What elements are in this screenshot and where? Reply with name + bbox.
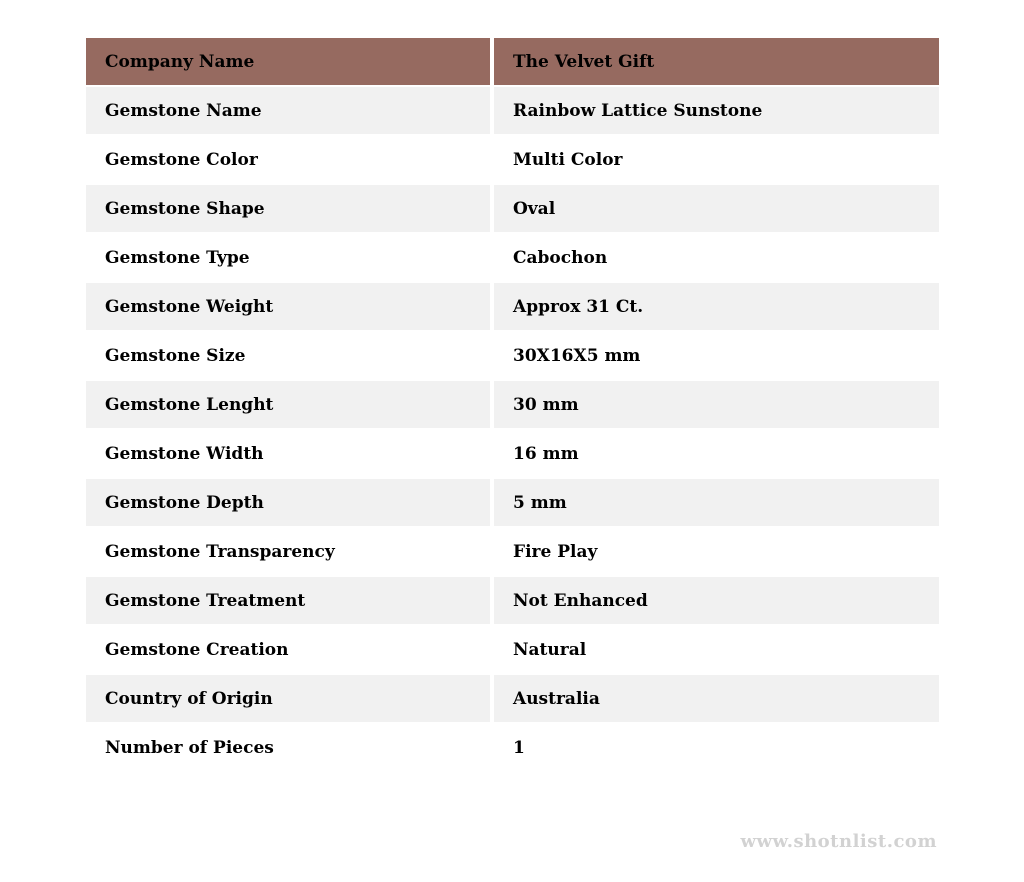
row-label-cell: Gemstone Size <box>86 332 494 381</box>
row-value-cell: Natural <box>494 626 939 675</box>
row-value-cell: 30 mm <box>494 381 939 430</box>
table-header-row <box>86 38 939 87</box>
table-row <box>86 332 939 381</box>
table-row <box>86 626 939 675</box>
row-label-cell: Gemstone Shape <box>86 185 494 234</box>
table-row <box>86 185 939 234</box>
table-row <box>86 381 939 430</box>
table-body <box>86 87 939 773</box>
row-label-cell: Gemstone Type <box>86 234 494 283</box>
row-value-cell: Australia <box>494 675 939 724</box>
row-label-cell: Number of Pieces <box>86 724 494 773</box>
row-label-cell: Gemstone Treatment <box>86 577 494 626</box>
row-label-cell: Gemstone Lenght <box>86 381 494 430</box>
row-value-cell: Approx 31 Ct. <box>494 283 939 332</box>
table-row <box>86 577 939 626</box>
row-value-cell: Oval <box>494 185 939 234</box>
row-label-cell: Gemstone Width <box>86 430 494 479</box>
table-row <box>86 724 939 773</box>
table-row <box>86 234 939 283</box>
row-value-cell: Cabochon <box>494 234 939 283</box>
table-row <box>86 675 939 724</box>
row-value-cell: 30X16X5 mm <box>494 332 939 381</box>
row-label-cell: Gemstone Transparency <box>86 528 494 577</box>
row-label-cell: Country of Origin <box>86 675 494 724</box>
row-value-cell: Not Enhanced <box>494 577 939 626</box>
row-value-cell: Fire Play <box>494 528 939 577</box>
row-value-cell: Multi Color <box>494 136 939 185</box>
table-row <box>86 283 939 332</box>
row-value-cell: 1 <box>494 724 939 773</box>
header-value-cell: The Velvet Gift <box>494 38 939 87</box>
row-label-cell: Gemstone Name <box>86 87 494 136</box>
table-row <box>86 479 939 528</box>
table-row <box>86 136 939 185</box>
gemstone-details-table <box>86 38 939 773</box>
table-row <box>86 528 939 577</box>
row-label-cell: Gemstone Weight <box>86 283 494 332</box>
table-row <box>86 87 939 136</box>
row-value-cell: 16 mm <box>494 430 939 479</box>
row-label-cell: Gemstone Color <box>86 136 494 185</box>
table-row <box>86 430 939 479</box>
row-label-cell: Gemstone Creation <box>86 626 494 675</box>
watermark-text: www.shotnlist.com <box>740 831 937 852</box>
row-value-cell: Rainbow Lattice Sunstone <box>494 87 939 136</box>
spec-table <box>86 38 939 773</box>
header-label-cell: Company Name <box>86 38 494 87</box>
row-value-cell: 5 mm <box>494 479 939 528</box>
row-label-cell: Gemstone Depth <box>86 479 494 528</box>
